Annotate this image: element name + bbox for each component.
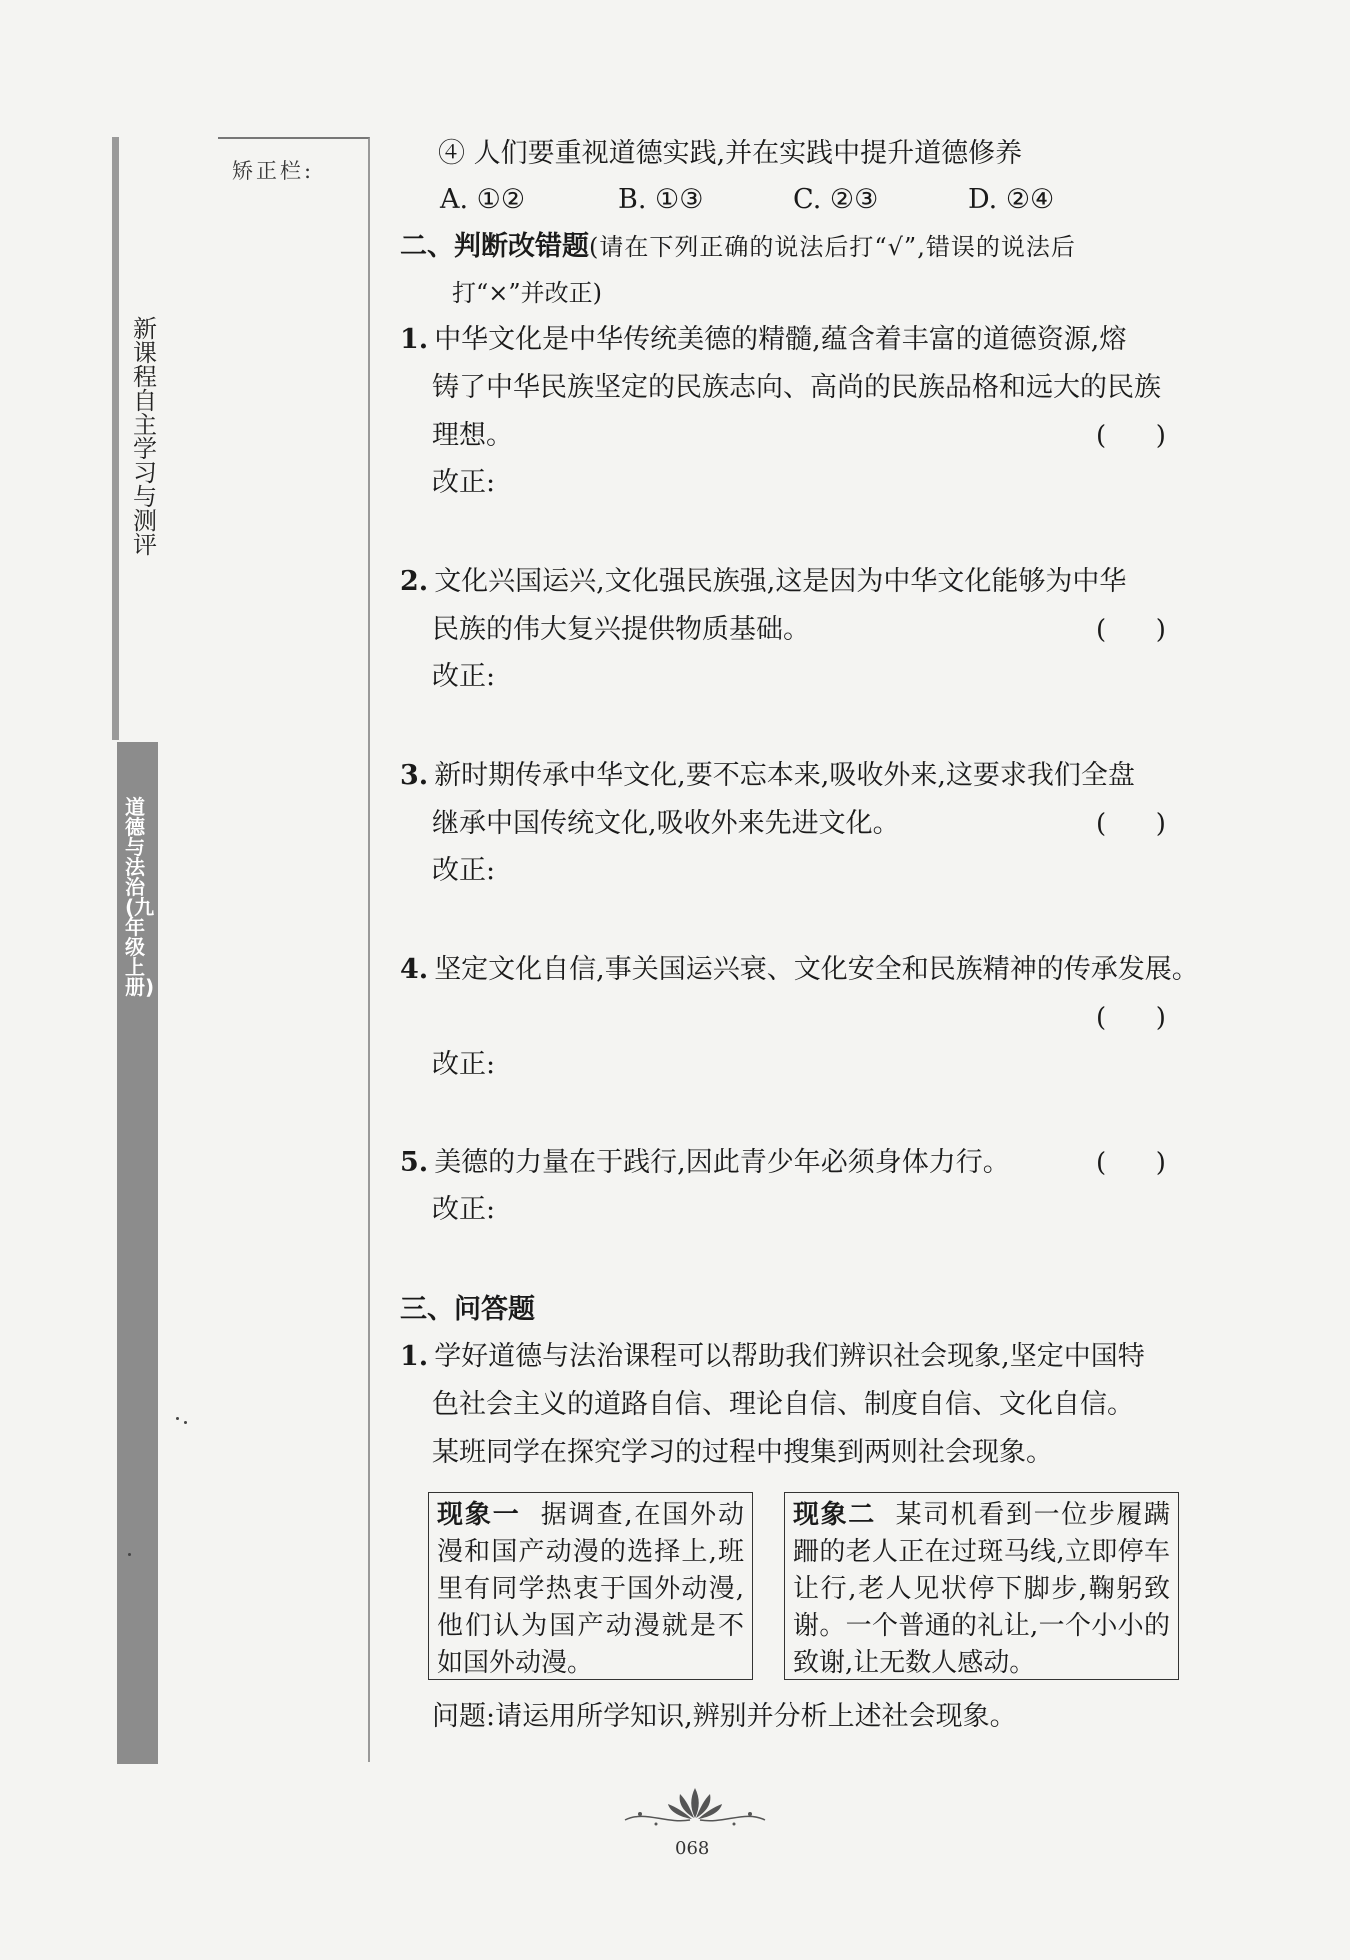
item-number: 3. [400, 760, 429, 791]
item-text: 新时期传承中华文化,要不忘本来,吸收外来,这要求我们全盘 [434, 760, 1135, 791]
answer-blank[interactable]: ( ) [1096, 1003, 1166, 1033]
part-two-instruction-cont: 打“×”并改正) [452, 279, 603, 307]
case-heading: 现象一 [437, 1500, 521, 1530]
stray-dot [128, 1553, 131, 1556]
case-box-2 [784, 1492, 1179, 1680]
item-number: 2. [400, 566, 429, 597]
part-two-instruction: (请在下列正确的说法后打“√”,错误的说法后 [589, 233, 1076, 261]
part-three-heading: 三、问答题 [400, 1294, 535, 1325]
option-d: D. ②④ [968, 184, 1055, 215]
item-text: 坚定文化自信,事关国运兴衰、文化安全和民族精神的传承发展。 [434, 954, 1199, 985]
correction-label[interactable]: 改正: [432, 661, 496, 692]
case-text: 某司机看到一位步履蹒跚的老人正在过斑马线,立即停车让行,老人见状停下脚步,鞠躬致谢。一个普通的礼让,一个小小的致谢,让无数人感动。 [793, 1500, 1170, 1678]
option-b: B. ①③ [618, 184, 704, 215]
case-box-1 [428, 1492, 753, 1680]
answer-blank[interactable]: ( ) [1096, 809, 1166, 839]
page-number: 068 [675, 1838, 710, 1859]
answer-blank[interactable]: ( ) [1096, 421, 1166, 451]
stray-dot [176, 1417, 179, 1420]
qa-item-1 [400, 1340, 1145, 1374]
item-text: 学好道德与法治课程可以帮助我们辨识社会现象,坚定中国特 [434, 1341, 1145, 1372]
part-two-header [400, 230, 1076, 264]
series-title: 新课程自主学习与测评 [133, 315, 157, 559]
item-text: 铸了中华民族坚定的民族志向、高尚的民族品格和远大的民族 [432, 372, 1161, 403]
correction-label[interactable]: 改正: [432, 855, 496, 886]
item-text: 继承中国传统文化,吸收外来先进文化。 [432, 808, 900, 839]
correction-label[interactable]: 改正: [432, 1049, 496, 1080]
item-number: 1. [400, 1341, 429, 1372]
case-heading: 现象二 [793, 1500, 876, 1530]
item-text: 色社会主义的道路自信、理论自信、制度自信、文化自信。 [432, 1389, 1134, 1420]
option-a: A. ①② [440, 184, 526, 215]
item-text: 美德的力量在于践行,因此青少年必须身体力行。 [434, 1147, 1010, 1178]
sidebar-book-strip [117, 742, 158, 1764]
option-c: C. ②③ [793, 184, 879, 215]
question-prompt: 问题:请运用所学知识,辨别并分析上述社会现象。 [432, 1701, 1017, 1732]
item-text: 文化兴国运兴,文化强民族强,这是因为中华文化能够为中华 [434, 566, 1127, 597]
item-text: 理想。 [432, 420, 513, 451]
item-number: 1. [400, 324, 429, 355]
item-text: 民族的伟大复兴提供物质基础。 [432, 614, 810, 645]
item-text: 中华文化是中华传统美德的精髓,蕴含着丰富的道德资源,熔 [434, 324, 1127, 355]
sidebar-series-strip [112, 137, 158, 740]
correction-label[interactable]: 改正: [432, 1194, 496, 1225]
correction-column [218, 137, 370, 1762]
judgment-item-4 [400, 953, 1199, 987]
judgment-item-3 [400, 759, 1135, 793]
correction-column-label: 矫正栏: [232, 159, 315, 183]
judgment-item-1 [400, 323, 1126, 357]
footer-ornament-icon [620, 1780, 770, 1830]
answer-blank[interactable]: ( ) [1096, 615, 1166, 645]
item-text: 某班同学在探究学习的过程中搜集到两则社会现象。 [432, 1437, 1053, 1468]
item-number: 5. [400, 1147, 429, 1178]
part-two-heading: 二、判断改错题 [400, 231, 589, 262]
case-text: 据调查,在国外动漫和国产动漫的选择上,班里有同学热衷于国外动漫,他们认为国产动漫就是不如国外动漫。 [437, 1500, 745, 1678]
judgment-item-2 [400, 565, 1126, 599]
statement-4: ④ 人们要重视道德实践,并在实践中提升道德修养 [438, 138, 1023, 169]
book-title: 道德与法治(九年级上册) [125, 795, 155, 999]
answer-blank[interactable]: ( ) [1096, 1148, 1166, 1178]
item-number: 4. [400, 954, 429, 985]
stray-dot [184, 1421, 187, 1424]
judgment-item-5 [400, 1146, 1010, 1180]
correction-label[interactable]: 改正: [432, 467, 496, 498]
